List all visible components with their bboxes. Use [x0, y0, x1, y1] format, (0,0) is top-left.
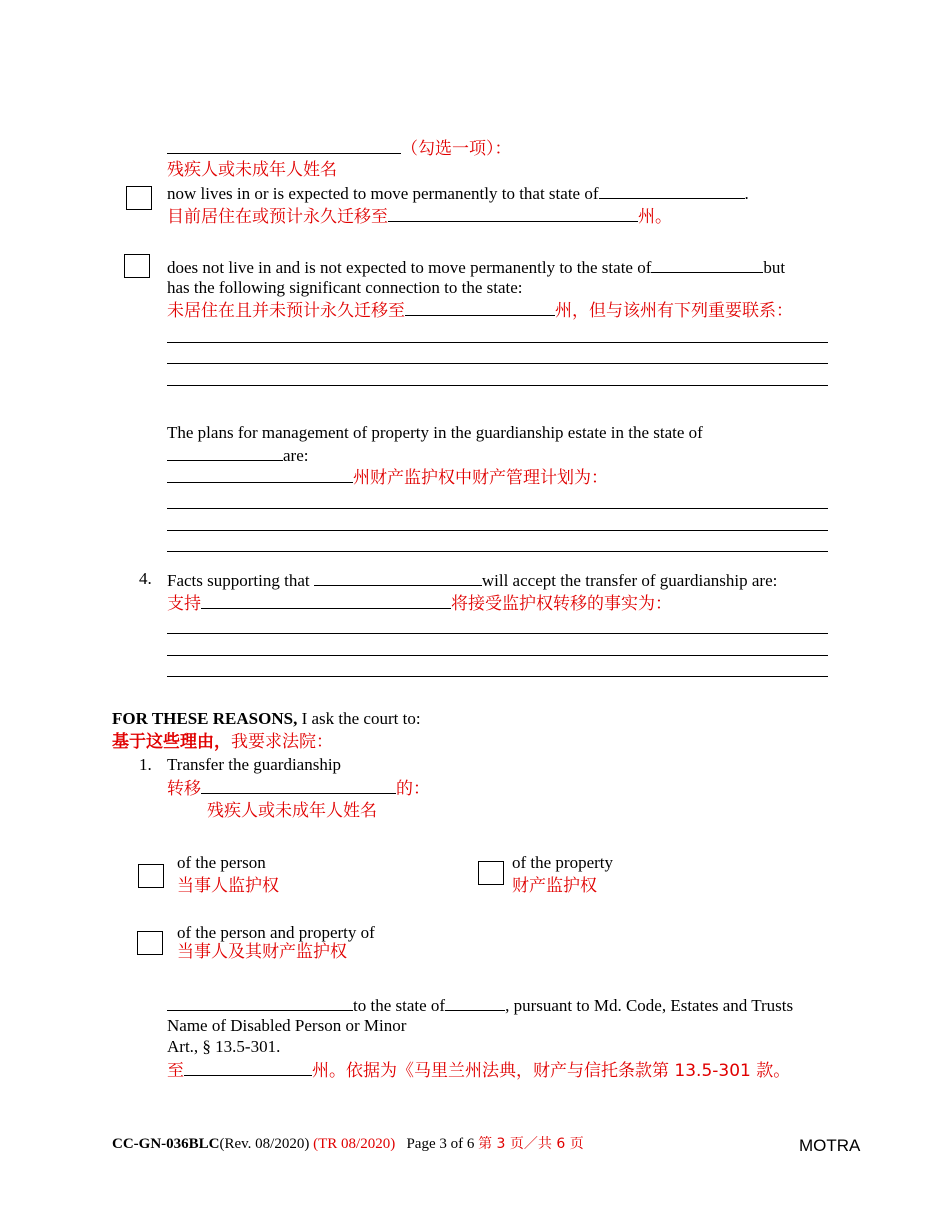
plans-state-blank[interactable]: [167, 444, 283, 461]
state-blank-2[interactable]: [651, 256, 763, 273]
option-lives-in-zh: 目前居住在或预计永久迁移至 州。: [167, 207, 672, 227]
motra-label: MOTRA: [799, 1136, 861, 1155]
footer: [112, 1133, 584, 1153]
facts-number: 4.: [139, 569, 152, 588]
facts-state-blank-zh[interactable]: [201, 592, 451, 609]
name-label-zh: 残疾人或未成年人姓名: [167, 160, 337, 180]
transfer-name-blank[interactable]: [167, 994, 353, 1011]
reasons-item-zh: 转移 的：: [167, 779, 430, 799]
transfer-en-row: to the state of , pursuant to Md. Code, Estates and Trusts: [167, 994, 793, 1016]
facts-line-1[interactable]: [167, 633, 828, 634]
plans-line-3[interactable]: [167, 551, 828, 552]
reasons-item-number: 1.: [139, 755, 152, 774]
plans-are-row: are:: [167, 444, 308, 466]
person-checkbox[interactable]: [138, 864, 164, 888]
option-not-live-zh: 未居住在且并未预计永久迁移至 州，但与该州有下列重要联系：: [167, 301, 793, 321]
form-id: CC-GN-036BLC: [112, 1136, 220, 1152]
lives-in-checkbox[interactable]: [126, 186, 152, 210]
state-blank-2-zh[interactable]: [405, 299, 555, 316]
transfer-name-label: Name of Disabled Person or Minor: [167, 1016, 407, 1035]
revision: (Rev. 08/2020): [219, 1136, 310, 1152]
option-not-live-en: does not live in and is not expected to move permanently to the state of but: [167, 258, 786, 277]
facts-line-3[interactable]: [167, 676, 828, 677]
plans-zh-row: 州财产监护权中财产管理计划为：: [167, 466, 608, 488]
transfer-art: Art., § 13.5-301.: [167, 1037, 281, 1056]
reasons-name-label-zh: 残疾人或未成年人姓名: [207, 801, 377, 821]
facts-line-2[interactable]: [167, 655, 828, 656]
property-checkbox[interactable]: [478, 861, 504, 885]
facts-zh: 支持 将接受监护权转移的事实为：: [167, 594, 672, 614]
page-number-zh: 第 3 页／共 6 页: [478, 1136, 584, 1152]
select-one-label: （勾选一项）：: [401, 139, 512, 159]
connection-line-2[interactable]: [167, 363, 828, 364]
reasons-item-en: Transfer the guardianship: [167, 755, 342, 774]
property-en: of the property: [512, 853, 614, 872]
transfer-state-blank[interactable]: [445, 994, 505, 1011]
plans-state-blank-zh[interactable]: [167, 466, 353, 483]
plans-en: The plans for management of property in the guardianship estate in the state of: [167, 423, 703, 442]
property-zh: 财产监护权: [512, 876, 597, 896]
plans-line-2[interactable]: [167, 530, 828, 531]
does-not-live-checkbox[interactable]: [124, 254, 150, 278]
plans-line-1[interactable]: [167, 508, 828, 509]
facts-state-blank[interactable]: [314, 569, 482, 586]
guardianship-name-blank[interactable]: [201, 777, 396, 794]
facts-en: Facts supporting that will accept the transfer of guardianship are:: [167, 571, 778, 590]
state-blank-1[interactable]: [599, 182, 745, 199]
reasons-heading-en: FOR THESE REASONS, I ask the court to:: [112, 709, 421, 728]
connection-line-3[interactable]: [167, 385, 828, 386]
connection-line-1[interactable]: [167, 342, 828, 343]
page-number-en: Page 3 of 6: [406, 1136, 475, 1152]
state-blank-1-zh[interactable]: [388, 205, 638, 222]
name-blank[interactable]: [167, 137, 401, 154]
name-field-row: [167, 137, 512, 159]
reasons-heading-zh: 基于这些理由，我要求法院：: [112, 732, 333, 752]
transfer-zh: 至 州。依据为《马里兰州法典，财产与信托条款第 13.5-301 款。: [167, 1061, 791, 1081]
transfer-state-blank-zh[interactable]: [184, 1059, 312, 1076]
both-en: of the person and property of: [177, 923, 375, 942]
both-zh: 当事人及其财产监护权: [177, 942, 347, 962]
person-en: of the person: [177, 853, 266, 872]
option-not-live-en-2: has the following significant connection to the state:: [167, 278, 523, 297]
person-and-property-checkbox[interactable]: [137, 931, 163, 955]
person-zh: 当事人监护权: [177, 876, 279, 896]
option-lives-in-en: now lives in or is expected to move permanently to that state of .: [167, 184, 749, 203]
translation-rev: (TR 08/2020): [313, 1136, 396, 1152]
